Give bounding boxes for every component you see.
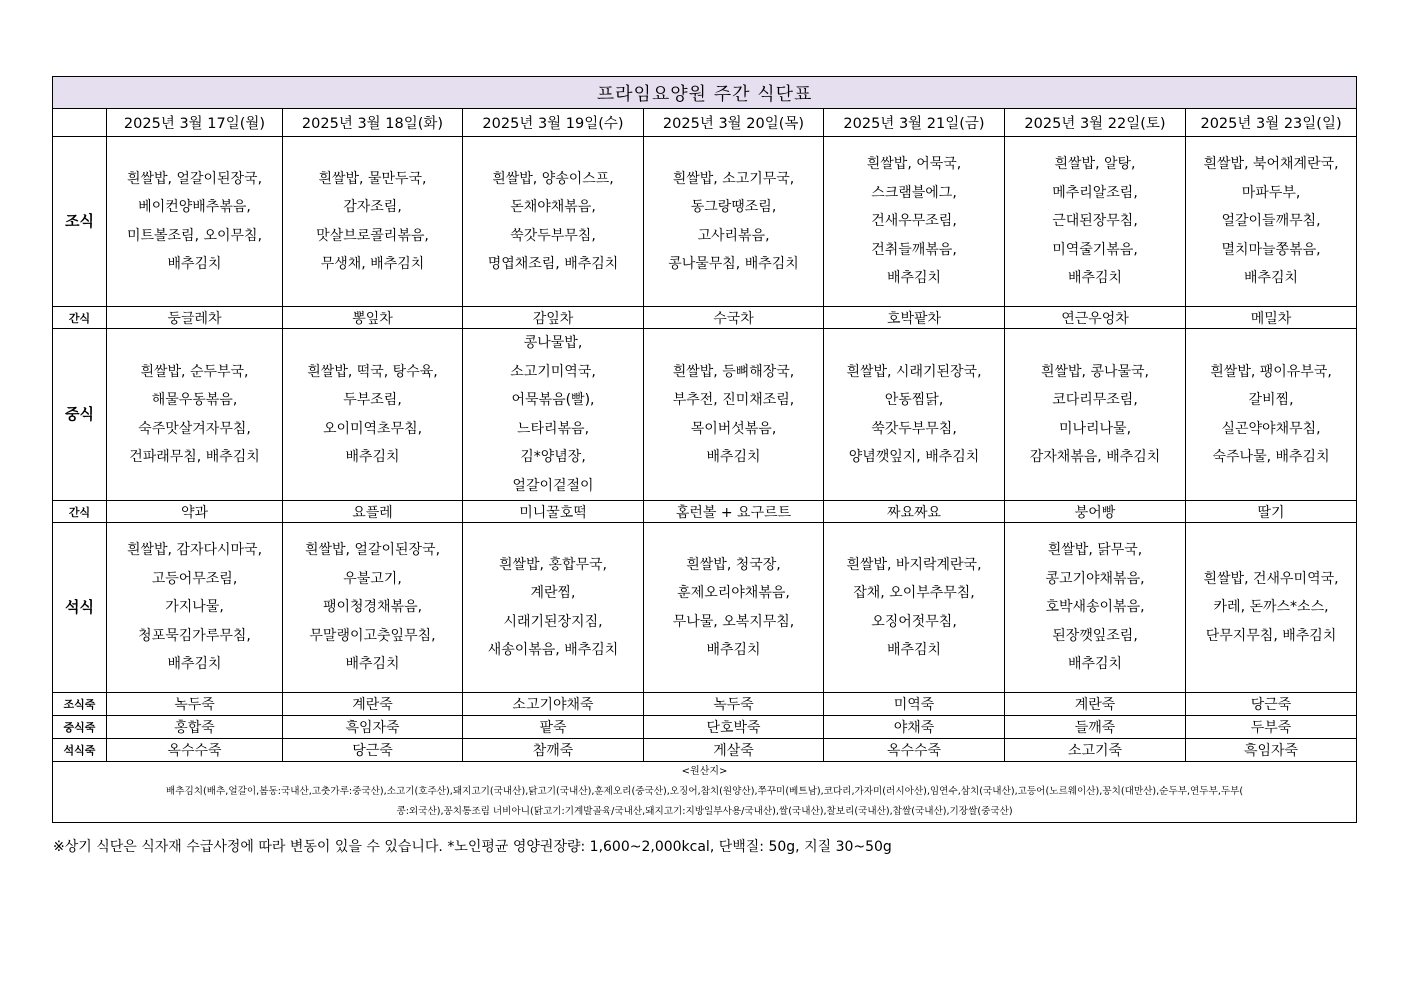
- lunch-cell: [463, 329, 644, 501]
- menu-item-line: 배추김치: [1067, 656, 1123, 673]
- menu-item-line: 카레, 돈까스*소스,: [1213, 599, 1329, 616]
- breakfast-cell: [1005, 137, 1186, 307]
- p_lunch-cell: 들깨죽: [1005, 716, 1186, 739]
- menu-item-line: 흰쌀밥, 감자다시마국,: [126, 542, 263, 559]
- snack2-cell: 짜요짜요: [824, 501, 1005, 523]
- menu-item-line: 안동찜닭,: [884, 392, 944, 408]
- snack2-cell: 미니꿀호떡: [463, 501, 644, 523]
- menu-item-line: 스크램블에그,: [871, 184, 957, 201]
- menu-item-line: 흰쌀밥, 알탕,: [1054, 156, 1136, 173]
- snack1-cell: 호박팥차: [824, 307, 1005, 329]
- menu-item-line: 감자채볶음, 배추김치: [1029, 449, 1161, 465]
- menu-item-line: 메추리알조림,: [1052, 184, 1138, 201]
- p_breakfast-cell: 녹두죽: [107, 693, 283, 716]
- p_breakfast-cell: 녹두죽: [644, 693, 824, 716]
- p_lunch-cell: 흑임자죽: [283, 716, 463, 739]
- menu-item-line: 배추김치: [345, 449, 400, 465]
- menu-item-line: 흰쌀밥, 양송이스프,: [492, 170, 614, 187]
- p_lunch-cell: 두부죽: [1186, 716, 1357, 739]
- p_dinner-cell: 참깨죽: [463, 739, 644, 762]
- p_breakfast-cell: 미역죽: [824, 693, 1005, 716]
- menu-item-line: 흰쌀밥, 얼갈이된장국,: [304, 542, 441, 559]
- menu-item-line: 두부조림,: [343, 392, 402, 408]
- p_dinner-cell: 당근죽: [283, 739, 463, 762]
- menu-item-line: 실곤약야채무침,: [1221, 420, 1321, 437]
- menu-item-line: 미나리나물,: [1058, 420, 1132, 437]
- menu-item-line: 흰쌀밥, 시래기된장국,: [846, 363, 982, 380]
- menu-item-line: 양념깻잎지, 배추김치: [848, 449, 980, 465]
- lunch-porridge-row: [53, 716, 1357, 739]
- menu-item-line: 소고기미역국,: [510, 363, 596, 380]
- lunch-label: 중식: [53, 329, 107, 501]
- menu-item-line: 흰쌀밥, 순두부국,: [140, 363, 249, 380]
- menu-item-line: 청포묵김가루무침,: [138, 627, 251, 644]
- menu-item-line: 건새우무조림,: [871, 213, 957, 230]
- menu-item-line: 감자조림,: [343, 199, 402, 215]
- menu-item-line: 마파두부,: [1241, 184, 1301, 201]
- p_breakfast-cell: 당근죽: [1186, 693, 1357, 716]
- weekly-menu-table: [52, 76, 1357, 823]
- date-header: 2025년 3월 19일(수): [463, 109, 644, 137]
- menu-item-line: 얼갈이겉절이: [512, 477, 594, 494]
- origin-line: 콩:외국산),꽁치통조림 너비아니(닭고기:기계발골육/국내산,돼지고기:지방일부사용/국내산),쌀(국내산),찰보리(국내산),찹쌀(국내산),기장쌀(중국산): [396, 806, 1013, 817]
- menu-item-line: 흰쌀밥, 북어채계란국,: [1203, 156, 1339, 173]
- menu-item-line: 갈비찜,: [1248, 392, 1294, 408]
- snack1-cell: 뽕잎차: [283, 307, 463, 329]
- menu-item-line: 맛살브로콜리볶음,: [316, 227, 429, 244]
- menu-item-line: 숙주맛살겨자무침,: [138, 420, 251, 437]
- p_dinner-cell: 옥수수죽: [824, 739, 1005, 762]
- menu-item-line: 부추전, 진미채조림,: [672, 392, 795, 408]
- snack2-cell: 붕어빵: [1005, 501, 1186, 523]
- menu-item-line: 코다리무조림,: [1052, 392, 1138, 408]
- dinner-cell: [283, 523, 463, 693]
- p_dinner-cell: 게살죽: [644, 739, 824, 762]
- menu-item-line: 근대된장무침,: [1052, 213, 1138, 230]
- snack-label: 간식: [53, 501, 107, 523]
- dinner-cell: [1186, 523, 1357, 693]
- menu-item-line: 느타리볶음,: [516, 420, 590, 437]
- breakfast-cell: [824, 137, 1005, 307]
- menu-item-line: 배추김치: [1243, 270, 1299, 287]
- snack-label: 간식: [53, 307, 107, 329]
- menu-item-line: 흰쌀밥, 얼갈이된장국,: [126, 170, 263, 187]
- breakfast-porridge-label: 조식죽: [53, 693, 107, 716]
- menu-item-line: 흰쌀밥, 떡국, 탕수육,: [307, 363, 438, 380]
- date-header: 2025년 3월 17일(월): [107, 109, 283, 137]
- menu-item-line: 흰쌀밥, 청국장,: [686, 556, 781, 573]
- morning-snack-row: [53, 307, 1357, 329]
- menu-item-line: 무생채, 배추김치: [320, 256, 425, 272]
- snack1-cell: 둥글레차: [107, 307, 283, 329]
- snack2-cell: 약과: [107, 501, 283, 523]
- menu-item-line: 해물우동볶음,: [151, 392, 238, 408]
- origin-info: [53, 762, 1357, 823]
- breakfast-row: [53, 137, 1357, 307]
- menu-item-line: 무나물, 오복지무침,: [672, 613, 795, 630]
- menu-item-line: 오이미역초무침,: [322, 420, 423, 437]
- menu-item-line: 새송이볶음, 배추김치: [487, 642, 619, 658]
- menu-item-line: 흰쌀밥, 콩나물국,: [1040, 363, 1150, 380]
- menu-item-line: 시래기된장지짐,: [503, 613, 603, 630]
- p_breakfast-cell: 계란죽: [1005, 693, 1186, 716]
- menu-item-line: 흰쌀밥, 팽이유부국,: [1210, 363, 1332, 380]
- origin-title: <원산지>: [681, 766, 728, 777]
- p_breakfast-cell: 소고기야채죽: [463, 693, 644, 716]
- lunch-cell: [107, 329, 283, 501]
- menu-title: 프라임요양원 주간 식단표: [53, 77, 1357, 109]
- snack1-cell: 연근우엉차: [1005, 307, 1186, 329]
- menu-item-line: 명엽채조림, 배추김치: [487, 256, 619, 272]
- breakfast-cell: [283, 137, 463, 307]
- p_lunch-cell: 홍합죽: [107, 716, 283, 739]
- menu-item-line: 멸치마늘쫑볶음,: [1221, 241, 1321, 258]
- date-header: 2025년 3월 21일(금): [824, 109, 1005, 137]
- p_breakfast-cell: 계란죽: [283, 693, 463, 716]
- dinner-porridge-row: [53, 739, 1357, 762]
- dinner-cell: [1005, 523, 1186, 693]
- menu-item-line: 계란찜,: [530, 585, 576, 601]
- breakfast-cell: [1186, 137, 1357, 307]
- menu-item-line: 흰쌀밥, 홍합무국,: [498, 556, 608, 573]
- menu-item-line: 건파래무침, 배추김치: [129, 449, 260, 465]
- menu-item-line: 얼갈이들깨무침,: [1221, 213, 1321, 230]
- snack1-cell: 메밀차: [1186, 307, 1357, 329]
- origin-row: [53, 762, 1357, 823]
- snack1-cell: 감잎차: [463, 307, 644, 329]
- menu-item-line: 우불고기,: [343, 570, 402, 587]
- p_dinner-cell: 흑임자죽: [1186, 739, 1357, 762]
- menu-item-line: 배추김치: [706, 642, 761, 658]
- date-header: 2025년 3월 20일(목): [644, 109, 824, 137]
- dinner-cell: [824, 523, 1005, 693]
- lunch-porridge-label: 중식죽: [53, 716, 107, 739]
- snack2-cell: 요플레: [283, 501, 463, 523]
- breakfast-label: 조식: [53, 137, 107, 307]
- p_lunch-cell: 단호박죽: [644, 716, 824, 739]
- p_lunch-cell: 야채죽: [824, 716, 1005, 739]
- menu-item-line: 숙주나물, 배추김치: [1212, 449, 1330, 465]
- p_dinner-cell: 옥수수죽: [107, 739, 283, 762]
- dinner-cell: [107, 523, 283, 693]
- menu-item-line: 잡채, 오이부추무침,: [853, 585, 975, 601]
- origin-line: 배추김치(배추,얼갈이,봄동:국내산,고춧가루:중국산),소고기(호주산),돼지고기(국내산),닭고기(국내산),훈제오리(중국산),오징어,참치(원양산),쭈꾸미(베트남),코다리,가자미(러시아산),임연수,삼치(국내산),고등어(노르웨이산),꽁치(대만산),순두부,연두부,두부(: [165, 786, 1244, 797]
- menu-item-line: 동그랑땡조림,: [690, 199, 777, 215]
- menu-item-line: 배추김치: [167, 656, 222, 673]
- footnote: ※상기 식단은 식자재 수급사정에 따라 변동이 있을 수 있습니다. *노인평균 영양권장량: 1,600~2,000kcal, 단백질: 50g, 지질 30~50g: [53, 839, 892, 855]
- menu-item-line: 콩나물밥,: [523, 335, 583, 351]
- menu-item-line: 미역줄기볶음,: [1052, 241, 1138, 258]
- menu-item-line: 흰쌀밥, 소고기무국,: [672, 170, 795, 187]
- menu-item-line: 김*양념장,: [520, 449, 586, 465]
- menu-item-line: 목이버섯볶음,: [690, 420, 777, 437]
- menu-item-line: 배추김치: [167, 256, 222, 272]
- dinner-cell: [644, 523, 824, 693]
- date-header: 2025년 3월 23일(일): [1186, 109, 1357, 137]
- menu-item-line: 배추김치: [1067, 270, 1123, 287]
- menu-item-line: 흰쌀밥, 물만두국,: [318, 170, 427, 187]
- breakfast-cell: [644, 137, 824, 307]
- menu-item-line: 오징어젓무침,: [871, 613, 957, 630]
- menu-item-line: 훈제오리야채볶음,: [677, 585, 790, 601]
- lunch-cell: [1005, 329, 1186, 501]
- menu-item-line: 배추김치: [345, 656, 400, 673]
- menu-item-line: 흰쌀밥, 어묵국,: [866, 156, 962, 173]
- menu-item-line: 흰쌀밥, 바지락계란국,: [846, 556, 982, 573]
- lunch-cell: [644, 329, 824, 501]
- menu-item-line: 배추김치: [886, 642, 942, 658]
- menu-item-line: 건취들깨볶음,: [871, 241, 957, 258]
- snack1-cell: 수국차: [644, 307, 824, 329]
- snack2-cell: 딸기: [1186, 501, 1357, 523]
- menu-item-line: 가지나물,: [165, 599, 224, 616]
- menu-item-line: 된장깻잎조림,: [1052, 627, 1138, 644]
- menu-item-line: 배추김치: [706, 449, 761, 465]
- menu-item-line: 팽이청경채볶음,: [322, 599, 423, 616]
- lunch-cell: [1186, 329, 1357, 501]
- date-header: 2025년 3월 18일(화): [283, 109, 463, 137]
- menu-item-line: 어묵볶음(빨),: [511, 392, 595, 408]
- menu-item-line: 흰쌀밥, 닭무국,: [1047, 542, 1143, 559]
- menu-item-line: 흰쌀밥, 등뼈해장국,: [672, 363, 795, 380]
- menu-item-line: 미트볼조림, 오이무침,: [126, 227, 263, 244]
- dinner-label: 석식: [53, 523, 107, 693]
- menu-item-line: 무말랭이고춧잎무침,: [309, 627, 436, 644]
- menu-item-line: 베이컨양배추볶음,: [138, 199, 251, 215]
- afternoon-snack-row: [53, 501, 1357, 523]
- menu-item-line: 콩고기야채볶음,: [1045, 570, 1145, 587]
- p_dinner-cell: 소고기죽: [1005, 739, 1186, 762]
- header-corner: [53, 109, 107, 137]
- date-header-row: [53, 109, 1357, 137]
- menu-item-line: 호박새송이볶음,: [1045, 599, 1145, 616]
- menu-item-line: 흰쌀밥, 건새우미역국,: [1203, 570, 1339, 587]
- menu-item-line: 돈채야채볶음,: [510, 199, 596, 215]
- breakfast-cell: [107, 137, 283, 307]
- menu-item-line: 쑥갓두부무침,: [871, 420, 957, 437]
- dinner-cell: [463, 523, 644, 693]
- breakfast-cell: [463, 137, 644, 307]
- dinner-porridge-label: 석식죽: [53, 739, 107, 762]
- date-header: 2025년 3월 22일(토): [1005, 109, 1186, 137]
- dinner-row: [53, 523, 1357, 693]
- snack2-cell: 홈런볼 + 요구르트: [644, 501, 824, 523]
- menu-item-line: 고사리볶음,: [697, 227, 770, 244]
- p_lunch-cell: 팥죽: [463, 716, 644, 739]
- menu-item-line: 단무지무침, 배추김치: [1205, 627, 1337, 644]
- lunch-row: [53, 329, 1357, 501]
- lunch-cell: [283, 329, 463, 501]
- lunch-cell: [824, 329, 1005, 501]
- menu-item-line: 배추김치: [886, 270, 942, 287]
- breakfast-porridge-row: [53, 693, 1357, 716]
- menu-item-line: 콩나물무침, 배추김치: [668, 256, 799, 272]
- menu-item-line: 고등어무조림,: [151, 570, 238, 587]
- menu-item-line: 쑥갓두부무침,: [510, 227, 596, 244]
